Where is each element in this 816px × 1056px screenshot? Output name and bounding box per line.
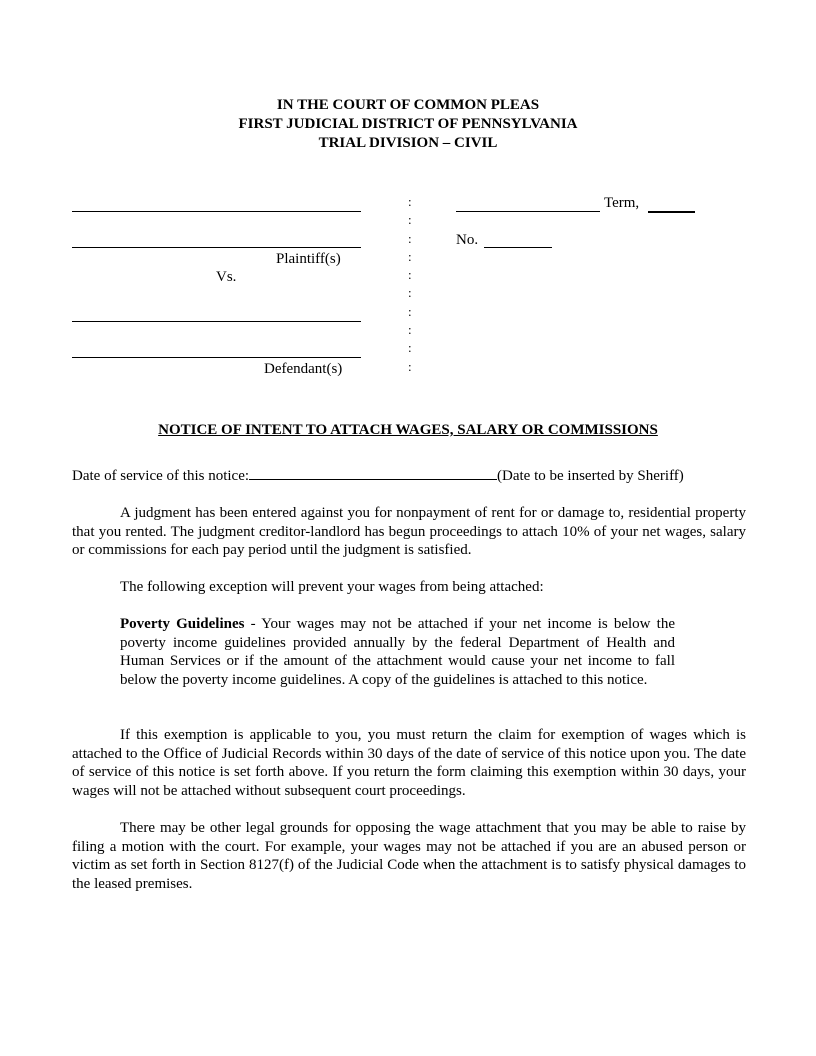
colon: : [408, 230, 412, 246]
service-prefix: Date of service of this notice: [72, 468, 250, 484]
service-date-blank[interactable] [249, 467, 497, 480]
court-header [0, 96, 816, 153]
defendant-label: Defendant(s) [264, 361, 343, 377]
poverty-text: - Your wages may not be attached if your net income is below the poverty income guidelines provided annually by the federal Department of Health and Human Services or if the amount of the attachment would cause your net income to fall below the poverty income guidelines. A copy of the guidelines is attached to this notice. [120, 616, 675, 688]
judgment-paragraph: A judgment has been entered against you for nonpayment of rent for or damage to, residential property that you rented. The judgment creditor-landlord has begun proceedings to attach 10% of your net wages, salary or commissions for each pay period until the judgment is satisfied. [72, 505, 746, 558]
colon: : [408, 340, 412, 356]
exception-intro: The following exception will prevent your wages from being attached: [120, 579, 544, 595]
colon: : [408, 285, 412, 301]
poverty-guidelines-block [120, 615, 675, 689]
colon: : [408, 267, 412, 283]
defendant-line-1[interactable] [72, 321, 361, 322]
exemption-paragraph: If this exemption is applicable to you, you must return the claim for exemption of wages which is attached to the Office of Judicial Records within 30 days of the date of service of this notice upon you. The date of service of this notice is set forth above. If you return the form claiming this exemption within 30 days, your wages will not be attached without subsequent court proceedings. [72, 727, 746, 799]
division-name: TRIAL DIVISION – CIVIL [318, 135, 498, 151]
colon: : [408, 194, 412, 209]
versus-label: Vs. [216, 269, 237, 285]
term-line[interactable] [456, 211, 600, 212]
notice-title: NOTICE OF INTENT TO ATTACH WAGES, SALARY OR COMMISSIONS [158, 422, 658, 438]
plaintiff-label: Plaintiff(s) [276, 251, 341, 267]
colon: : [408, 248, 412, 264]
other-grounds-paragraph: There may be other legal grounds for opposing the wage attachment that you may be able to raise by filing a motion with the court. For example, your wages may not be attached if you are an abused person or victim as set forth in Section 8127(f) of the Judicial Code when the attachment is to satisfy physical damages to the leased premises. [72, 820, 746, 892]
plaintiff-line-1[interactable] [72, 211, 361, 212]
case-number-line[interactable] [484, 247, 552, 248]
term-year-blank[interactable] [648, 211, 695, 213]
plaintiff-line-2[interactable] [72, 247, 361, 248]
colon: : [408, 303, 412, 319]
court-name: IN THE COURT OF COMMON PLEAS [276, 97, 540, 113]
district-name: FIRST JUDICIAL DISTRICT OF PENNSYLVANIA [238, 116, 578, 132]
case-number-label: No. [456, 232, 479, 248]
colon: : [408, 358, 412, 374]
colon: : [408, 322, 412, 338]
service-suffix: (Date to be inserted by Sheriff) [497, 468, 684, 484]
defendant-line-2[interactable] [72, 357, 361, 358]
date-of-service-row [72, 467, 752, 485]
poverty-heading: Poverty Guidelines [120, 616, 245, 632]
term-label: Term, [604, 195, 640, 211]
caption-divider [408, 193, 416, 376]
colon: : [408, 212, 412, 228]
